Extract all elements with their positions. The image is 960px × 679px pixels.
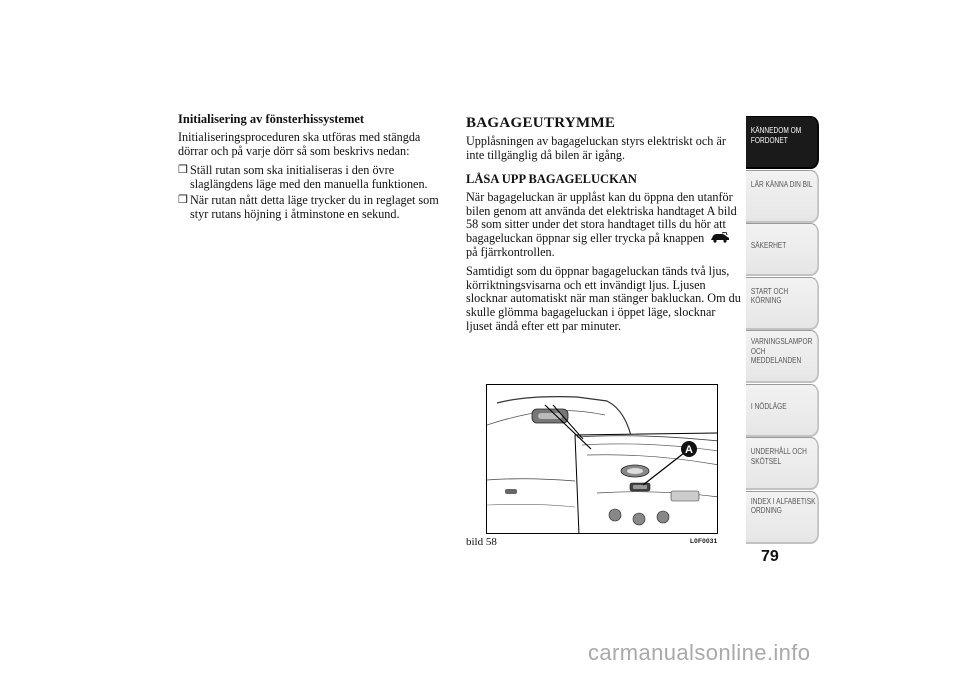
right-column <box>466 113 744 339</box>
chapter-tabs <box>746 116 819 544</box>
callout-label: A <box>685 444 693 456</box>
tab-varningslampor[interactable]: VARNINGSLAMPOR OCH MEDDELANDEN <box>746 330 819 383</box>
trunk-handle-figure <box>486 384 718 534</box>
watermark-text: carmanualsonline.info <box>588 640 811 665</box>
left-column <box>178 112 448 225</box>
list-item-text: När rutan nått detta läge trycker du in reglaget som styr rutans höjning i åtminstone en sekund. <box>190 193 439 221</box>
list-item <box>178 164 448 191</box>
figure-caption: bild 58 <box>466 536 497 548</box>
tab-lar-kanna-din-bil[interactable]: LÄR KÄNNA DIN BIL <box>746 170 819 223</box>
list-item <box>178 194 448 221</box>
section-heading-trunk: BAGAGEUTRYMME <box>466 115 616 131</box>
unlock-text-before-icon: När bagageluckan är upplåst kan du öppna den utanför bilen genom att använda det elektriska handtaget A bild 58 som sitter under det stora handtaget tills du hör att bagageluckan öppnar sig eller trycka på knappen <box>466 190 737 245</box>
car-trunk-key-icon <box>709 232 731 243</box>
tab-start-och-korning[interactable]: START OCH KÖRNING <box>746 277 819 330</box>
unlock-paragraph <box>466 191 744 259</box>
figure-code: L0F0031 <box>690 538 718 545</box>
tab-i-nodlage[interactable]: I NÖDLÄGE <box>746 384 819 437</box>
tab-sakerhet[interactable]: SÄKERHET <box>746 223 819 276</box>
checkbox-bullet-icon: ❒ <box>178 194 188 207</box>
tab-underhall-och-skotsel[interactable]: UNDERHÅLL OCH SKÖTSEL <box>746 437 819 490</box>
intro-paragraph: Initialiseringsproceduren ska utföras med stängda dörrar och på varje dörr så som beskrivs nedan: <box>178 130 421 158</box>
unlock-text-after-icon: på fjärrkontrollen. <box>466 244 555 259</box>
trunk-intro-paragraph: Upplåsningen av bagageluckan styrs elektriskt och är inte tillgänglig då bilen är igång. <box>466 134 726 162</box>
checkbox-bullet-icon: ❒ <box>178 164 188 177</box>
lights-paragraph: Samtidigt som du öppnar bagageluckan tänds två ljus, körriktningsvisarna och ett invändigt ljus. Ljusen slocknar automatiskt när man stänger bakluckan. Om du skulle glömma bagageluckan i öppet läge, slocknar ljuset ändå efter ett par minuter. <box>466 264 741 333</box>
trunk-illustration <box>487 385 718 534</box>
subheading-unlock-trunk: LÅSA UPP BAGAGELUCKAN <box>466 172 637 187</box>
tab-kannedom-om-fordonet[interactable]: KÄNNEDOM OM FORDONET <box>746 116 819 169</box>
page-number: 79 <box>761 548 779 565</box>
section-heading-window-init: Initialisering av fönsterhissystemet <box>178 112 365 126</box>
list-item-text: Ställ rutan som ska initialiseras i den övre slaglängdens läge med den manuella funktionen. <box>190 163 428 191</box>
tab-index[interactable]: INDEX I ALFABETISK ORDNING <box>746 491 819 544</box>
